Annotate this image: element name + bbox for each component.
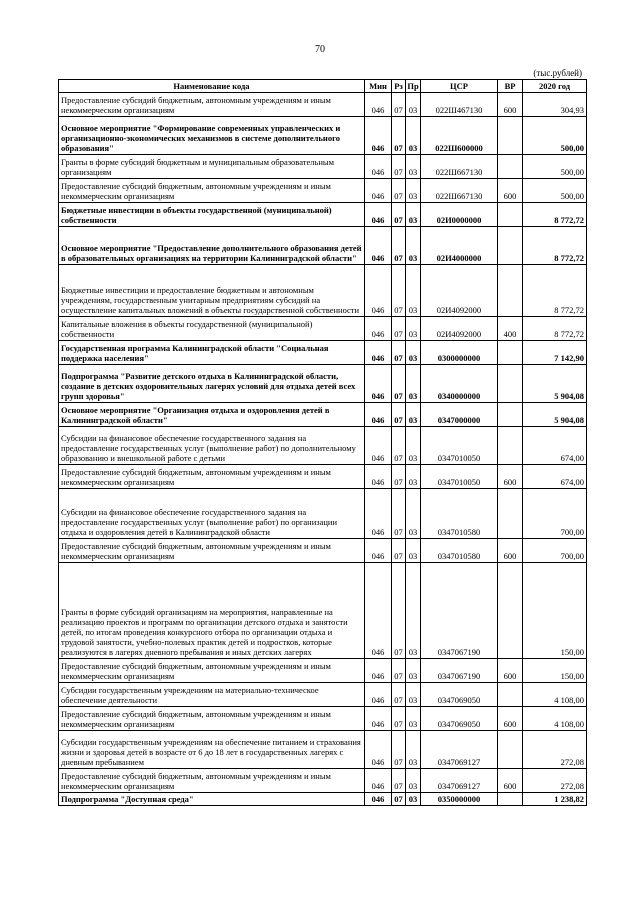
row-amount: 272,08 <box>523 769 587 793</box>
row-vr <box>498 489 523 539</box>
row-min: 046 <box>365 365 392 403</box>
row-rz: 07 <box>392 539 406 563</box>
row-pr: 03 <box>406 707 421 731</box>
row-pr: 03 <box>406 683 421 707</box>
table-row <box>59 489 587 539</box>
row-pr: 03 <box>406 203 421 227</box>
row-name: Предоставление субсидий бюджетным, автономным учреждениям и иным некоммерческим организациям <box>59 659 365 683</box>
row-rz: 07 <box>392 117 406 155</box>
row-vr: 600 <box>498 769 523 793</box>
row-rz: 07 <box>392 203 406 227</box>
row-rz: 07 <box>392 427 406 465</box>
row-min: 046 <box>365 317 392 341</box>
table-row <box>59 465 587 489</box>
row-min: 046 <box>365 683 392 707</box>
row-csr: 0350000000 <box>421 793 498 806</box>
row-rz: 07 <box>392 793 406 806</box>
row-csr: 02И0000000 <box>421 203 498 227</box>
table-row <box>59 769 587 793</box>
row-pr: 03 <box>406 489 421 539</box>
row-min: 046 <box>365 489 392 539</box>
row-vr <box>498 203 523 227</box>
row-pr: 03 <box>406 793 421 806</box>
row-amount: 674,00 <box>523 427 587 465</box>
table-row <box>59 365 587 403</box>
row-csr: 02И4092000 <box>421 317 498 341</box>
row-min: 046 <box>365 465 392 489</box>
row-csr: 022Ш667130 <box>421 179 498 203</box>
row-amount: 8 772,72 <box>523 203 587 227</box>
row-pr: 03 <box>406 769 421 793</box>
page-number: 70 <box>315 44 325 55</box>
row-amount: 150,00 <box>523 659 587 683</box>
row-csr: 0347067190 <box>421 659 498 683</box>
row-pr: 03 <box>406 539 421 563</box>
row-name: Основное мероприятие "Организация отдыха и оздоровления детей в Калининградской области" <box>59 403 365 427</box>
row-rz: 07 <box>392 227 406 265</box>
unit-label: (тыс.рублей) <box>533 68 582 78</box>
table-row <box>59 539 587 563</box>
row-name: Предоставление субсидий бюджетным, автономным учреждениям и иным некоммерческим организациям <box>59 769 365 793</box>
row-amount: 500,00 <box>523 179 587 203</box>
row-min: 046 <box>365 341 392 365</box>
row-min: 046 <box>365 539 392 563</box>
row-csr: 0347010580 <box>421 489 498 539</box>
row-pr: 03 <box>406 227 421 265</box>
row-min: 046 <box>365 179 392 203</box>
row-pr: 03 <box>406 155 421 179</box>
row-csr: 0340000000 <box>421 365 498 403</box>
row-min: 046 <box>365 769 392 793</box>
table-row <box>59 227 587 265</box>
row-csr: 0347010050 <box>421 427 498 465</box>
table-header-row <box>59 80 587 93</box>
row-csr: 0347069127 <box>421 731 498 769</box>
row-csr: 02И4092000 <box>421 265 498 317</box>
row-min: 046 <box>365 117 392 155</box>
row-amount: 500,00 <box>523 155 587 179</box>
row-name: Основное мероприятие "Формирование современных управленческих и организационно-экономических механизмов в системе дополнительного образования" <box>59 117 365 155</box>
row-amount: 7 142,90 <box>523 341 587 365</box>
row-pr: 03 <box>406 93 421 117</box>
row-rz: 07 <box>392 563 406 659</box>
row-amount: 8 772,72 <box>523 265 587 317</box>
row-pr: 03 <box>406 731 421 769</box>
row-amount: 150,00 <box>523 563 587 659</box>
row-amount: 700,00 <box>523 539 587 563</box>
table-row <box>59 731 587 769</box>
row-name: Субсидии государственным учреждениям на материально-техническое обеспечение деятельности <box>59 683 365 707</box>
row-min: 046 <box>365 155 392 179</box>
row-amount: 4 108,00 <box>523 683 587 707</box>
table-row <box>59 659 587 683</box>
table-row <box>59 179 587 203</box>
row-min: 046 <box>365 793 392 806</box>
row-vr: 600 <box>498 659 523 683</box>
row-vr: 600 <box>498 539 523 563</box>
row-vr <box>498 227 523 265</box>
row-vr: 400 <box>498 317 523 341</box>
row-vr: 600 <box>498 93 523 117</box>
row-name: Предоставление субсидий бюджетным, автономным учреждениям и иным некоммерческим организациям <box>59 707 365 731</box>
table-row <box>59 317 587 341</box>
row-csr: 0300000000 <box>421 341 498 365</box>
row-vr <box>498 793 523 806</box>
header-min: Мин <box>365 80 392 93</box>
row-name: Основное мероприятие "Предоставление дополнительного образования детей в образовательных организациях на территории Калининградской области" <box>59 227 365 265</box>
row-csr: 022Ш467130 <box>421 93 498 117</box>
row-name: Предоставление субсидий бюджетным, автономным учреждениям и иным некоммерческим организациям <box>59 179 365 203</box>
row-rz: 07 <box>392 365 406 403</box>
row-amount: 272,08 <box>523 731 587 769</box>
row-pr: 03 <box>406 465 421 489</box>
row-name: Субсидии на финансовое обеспечение государственного задания на предоставление государственных услуг (выполнение работ) по дополнительному образованию и внешкольной работе с детьми <box>59 427 365 465</box>
row-rz: 07 <box>392 769 406 793</box>
table-row <box>59 265 587 317</box>
table-row <box>59 341 587 365</box>
header-csr: ЦСР <box>421 80 498 93</box>
row-vr <box>498 403 523 427</box>
row-min: 046 <box>365 659 392 683</box>
row-rz: 07 <box>392 155 406 179</box>
row-csr: 022Ш600000 <box>421 117 498 155</box>
row-min: 046 <box>365 403 392 427</box>
row-pr: 03 <box>406 341 421 365</box>
row-amount: 5 904,08 <box>523 403 587 427</box>
row-pr: 03 <box>406 117 421 155</box>
row-pr: 03 <box>406 317 421 341</box>
row-min: 046 <box>365 227 392 265</box>
row-name: Предоставление субсидий бюджетным, автономным учреждениям и иным некоммерческим организациям <box>59 465 365 489</box>
row-vr <box>498 117 523 155</box>
row-rz: 07 <box>392 731 406 769</box>
table-row <box>59 93 587 117</box>
header-year: 2020 год <box>523 80 587 93</box>
row-name: Подпрограмма "Доступная среда" <box>59 793 365 806</box>
row-name: Бюджетные инвестиции в объекты государственной (муниципальной) собственности <box>59 203 365 227</box>
row-min: 046 <box>365 265 392 317</box>
header-vr: ВР <box>498 80 523 93</box>
row-vr: 600 <box>498 707 523 731</box>
row-amount: 8 772,72 <box>523 227 587 265</box>
row-amount: 1 238,82 <box>523 793 587 806</box>
row-rz: 07 <box>392 489 406 539</box>
row-rz: 07 <box>392 317 406 341</box>
row-name: Гранты в форме субсидий бюджетным и муниципальным образовательным организациям <box>59 155 365 179</box>
table-row <box>59 403 587 427</box>
row-vr <box>498 365 523 403</box>
header-rz: Рз <box>392 80 406 93</box>
row-amount: 674,00 <box>523 465 587 489</box>
row-min: 046 <box>365 427 392 465</box>
table-row <box>59 793 587 806</box>
row-amount: 304,93 <box>523 93 587 117</box>
row-rz: 07 <box>392 341 406 365</box>
row-csr: 0347010580 <box>421 539 498 563</box>
row-pr: 03 <box>406 179 421 203</box>
row-name: Бюджетные инвестиции и предоставление бюджетным и автономным учреждениям, государственным унитарным предприятиям субсидий на осуществление капитальных вложений в объекты государственной собственности <box>59 265 365 317</box>
row-rz: 07 <box>392 465 406 489</box>
row-amount: 5 904,08 <box>523 365 587 403</box>
row-amount: 500,00 <box>523 117 587 155</box>
row-rz: 07 <box>392 179 406 203</box>
row-name: Субсидии государственным учреждениям на обеспечение питанием и страхования жизни и здоровья детей в возрасте от 6 до 18 лет в государственных лагерях с дневным пребыванием <box>59 731 365 769</box>
row-csr: 0347069050 <box>421 683 498 707</box>
row-vr <box>498 427 523 465</box>
row-rz: 07 <box>392 659 406 683</box>
row-pr: 03 <box>406 659 421 683</box>
row-name: Субсидии на финансовое обеспечение государственного задания на предоставление государственных услуг (выполнение работ) по организации отдыха и оздоровления детей в Калининградской области <box>59 489 365 539</box>
row-vr: 600 <box>498 179 523 203</box>
table-row <box>59 155 587 179</box>
row-pr: 03 <box>406 365 421 403</box>
row-vr <box>498 731 523 769</box>
row-rz: 07 <box>392 707 406 731</box>
row-pr: 03 <box>406 403 421 427</box>
table-row <box>59 707 587 731</box>
row-min: 046 <box>365 707 392 731</box>
row-name: Подпрограмма "Развитие детского отдыха в Калининградской области, создание в детских оздоровительных лагерях условий для отдыха детей всех групп здоровья" <box>59 365 365 403</box>
row-min: 046 <box>365 563 392 659</box>
row-csr: 02И4000000 <box>421 227 498 265</box>
row-vr <box>498 265 523 317</box>
row-name: Государственная программа Калининградской области "Социальная поддержка населения" <box>59 341 365 365</box>
row-vr: 600 <box>498 465 523 489</box>
row-name: Предоставление субсидий бюджетным, автономным учреждениям и иным некоммерческим организациям <box>59 93 365 117</box>
budget-table <box>58 79 587 806</box>
header-name: Наименование кода <box>59 80 365 93</box>
table-row <box>59 683 587 707</box>
table-row <box>59 427 587 465</box>
row-csr: 0347069050 <box>421 707 498 731</box>
row-rz: 07 <box>392 683 406 707</box>
row-name: Предоставление субсидий бюджетным, автономным учреждениям и иным некоммерческим организациям <box>59 539 365 563</box>
row-rz: 07 <box>392 265 406 317</box>
row-rz: 07 <box>392 403 406 427</box>
row-name: Гранты в форме субсидий организациям на мероприятия, направленные на реализацию проектов и программ по организации детского отдыха и занятости детей, по итогам проведения конкурсного отбора по организации отдыха и трудовой занятости, учебно-полевых практик детей и подростков, которые реализуются в лагерях дневного пребывания и иных детских лагерях <box>59 563 365 659</box>
row-rz: 07 <box>392 93 406 117</box>
row-amount: 700,00 <box>523 489 587 539</box>
table-row <box>59 563 587 659</box>
header-pr: Пр <box>407 81 419 91</box>
row-csr: 0347010050 <box>421 465 498 489</box>
row-vr <box>498 563 523 659</box>
row-vr <box>498 683 523 707</box>
row-pr: 03 <box>406 265 421 317</box>
row-amount: 4 108,00 <box>523 707 587 731</box>
row-pr: 03 <box>406 427 421 465</box>
row-csr: 0347069127 <box>421 769 498 793</box>
table-row <box>59 203 587 227</box>
row-pr: 03 <box>406 563 421 659</box>
row-min: 046 <box>365 203 392 227</box>
row-name: Капитальные вложения в объекты государственной (муниципальной) собственности <box>59 317 365 341</box>
row-csr: 022Ш667130 <box>421 155 498 179</box>
row-vr <box>498 155 523 179</box>
row-csr: 0347067190 <box>421 563 498 659</box>
row-min: 046 <box>365 93 392 117</box>
row-amount: 8 772,72 <box>523 317 587 341</box>
table-row <box>59 117 587 155</box>
row-min: 046 <box>365 731 392 769</box>
row-vr <box>498 341 523 365</box>
row-csr: 0347000000 <box>421 403 498 427</box>
